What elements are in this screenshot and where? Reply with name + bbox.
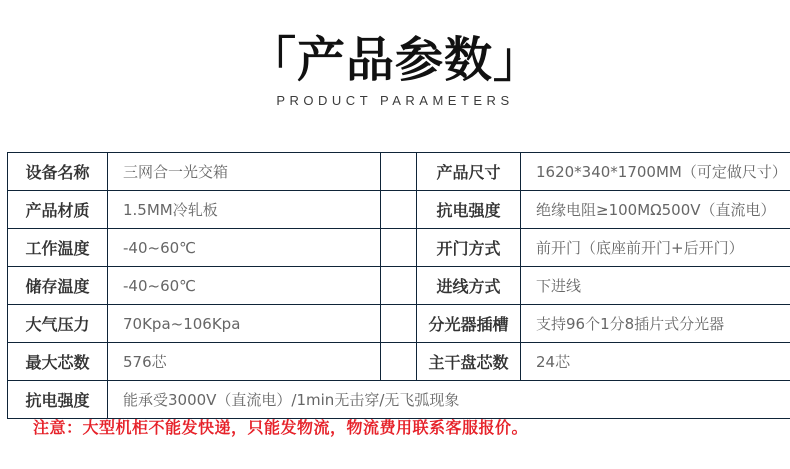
spec-value: 能承受3000V（直流电）/1min无击穿/无飞弧现象	[108, 381, 790, 419]
table-row	[8, 267, 790, 305]
spec-label: 抗电强度	[8, 381, 108, 419]
page-title: 「产品参数」	[247, 32, 542, 88]
table-row	[8, 305, 790, 343]
spec-value: 24芯	[521, 343, 790, 381]
spec-label: 抗电强度	[417, 191, 521, 229]
spec-value: 1.5MM冷轧板	[108, 191, 381, 229]
spacer-cell	[381, 343, 417, 381]
spec-label: 设备名称	[8, 153, 108, 191]
spec-label: 大气压力	[8, 305, 108, 343]
spec-label: 工作温度	[8, 229, 108, 267]
spacer-cell	[381, 305, 417, 343]
spacer-cell	[381, 153, 417, 191]
spec-value: 前开门（底座前开门+后开门）	[521, 229, 790, 267]
table-row	[8, 343, 790, 381]
spec-label: 产品尺寸	[417, 153, 521, 191]
table-row	[8, 381, 790, 419]
table-row	[8, 191, 790, 229]
spec-label: 进线方式	[417, 267, 521, 305]
table-row	[8, 229, 790, 267]
spacer-cell	[381, 191, 417, 229]
table-row	[8, 153, 790, 191]
shipping-note: 注意：大型机柜不能发快递，只能发物流，物流费用联系客服报价。	[33, 418, 529, 437]
spec-value: -40~60℃	[108, 267, 381, 305]
spec-value: 绝缘电阻≥100MΩ500V（直流电）	[521, 191, 790, 229]
product-parameters-table	[7, 152, 790, 419]
spacer-cell	[381, 229, 417, 267]
spec-value: 70Kpa~106Kpa	[108, 305, 381, 343]
spec-label: 主干盘芯数	[417, 343, 521, 381]
spec-label: 产品材质	[8, 191, 108, 229]
spec-value: 三网合一光交箱	[108, 153, 381, 191]
page-header	[0, 0, 790, 108]
spec-value: -40~60℃	[108, 229, 381, 267]
spec-value: 支持96个1分8插片式分光器	[521, 305, 790, 343]
page-subtitle: PRODUCT PARAMETERS	[276, 93, 514, 108]
spec-label: 最大芯数	[8, 343, 108, 381]
spec-value: 576芯	[108, 343, 381, 381]
spec-value: 下进线	[521, 267, 790, 305]
spec-label: 分光器插槽	[417, 305, 521, 343]
spec-label: 储存温度	[8, 267, 108, 305]
spec-value: 1620*340*1700MM（可定做尺寸）	[521, 153, 790, 191]
spec-label: 开门方式	[417, 229, 521, 267]
spacer-cell	[381, 267, 417, 305]
